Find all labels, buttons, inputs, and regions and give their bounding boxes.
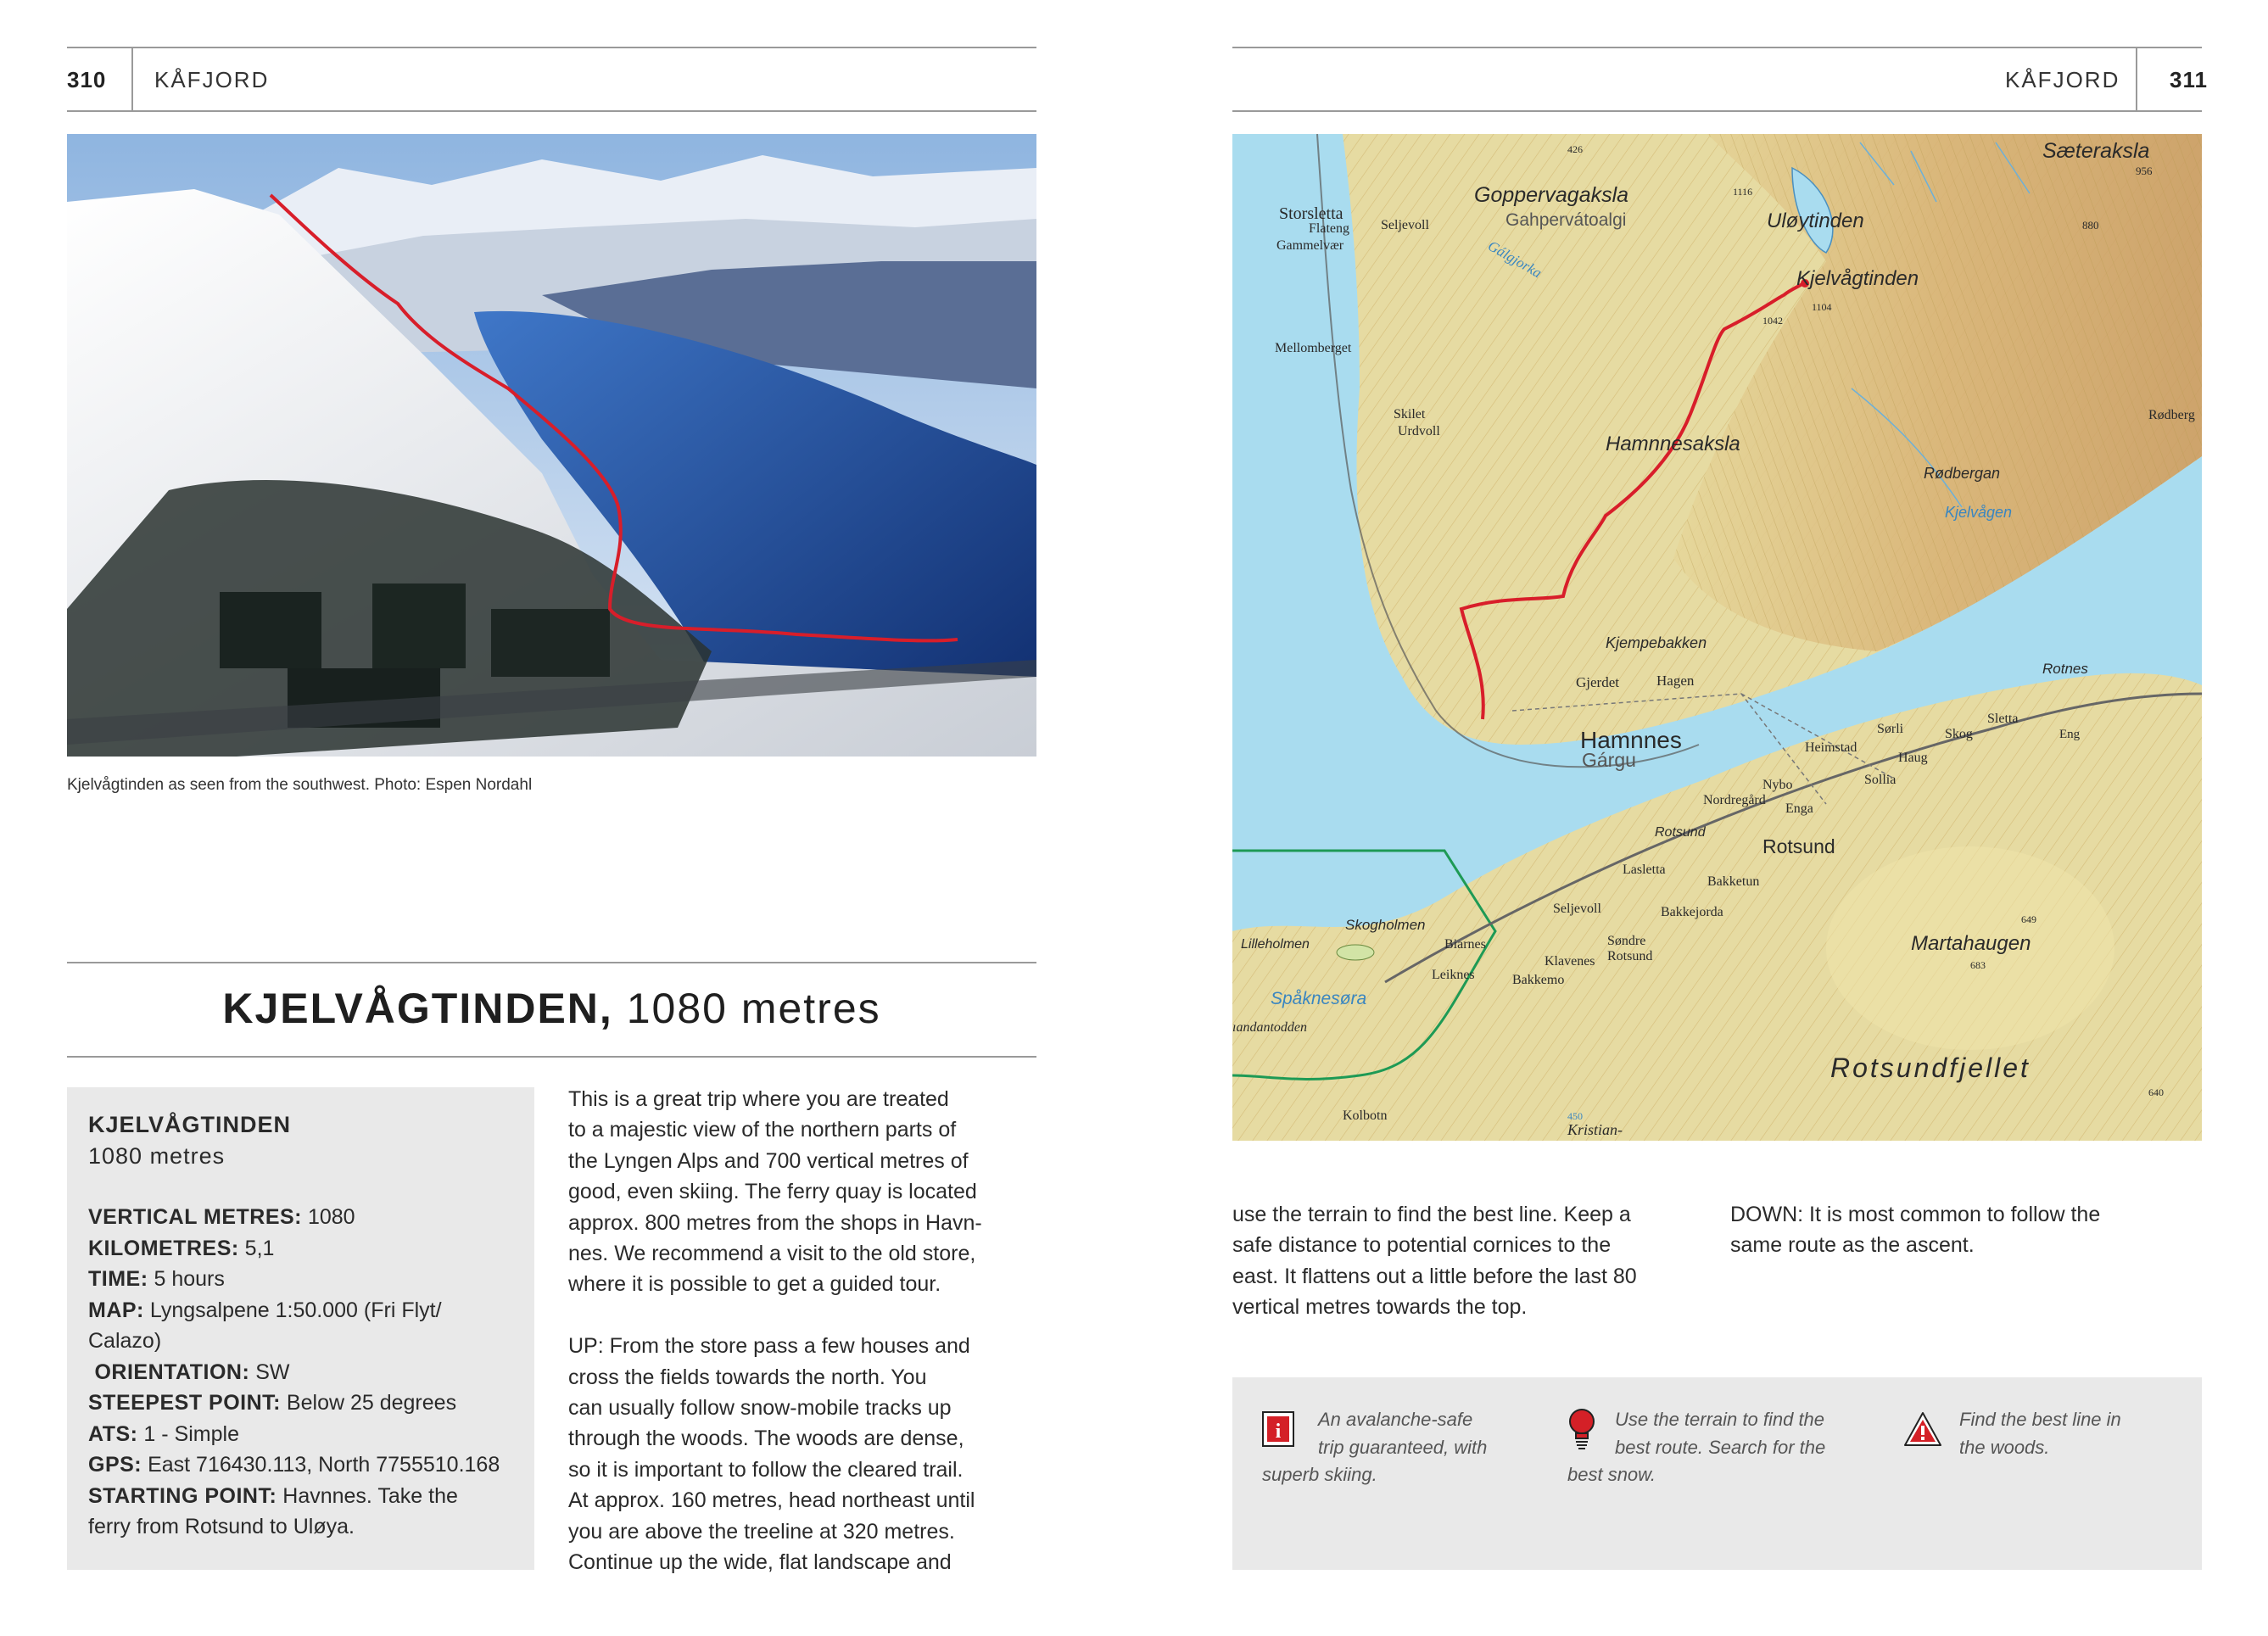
map-label-gammelvaer: Gammelvær: [1276, 238, 1344, 253]
map-label-lilleholmen: Lilleholmen: [1241, 937, 1310, 952]
map-label-urdvoll: Urdvoll: [1398, 424, 1440, 438]
map-label-hamnnesaksla: Hamnnesaksla: [1606, 433, 1740, 455]
map-label-kjelvagtinden: Kjelvågtinden: [1796, 267, 1919, 290]
info-steepest: [88, 1388, 529, 1419]
info-vertical: [88, 1202, 529, 1233]
body-text-right-col2: [1730, 1199, 2202, 1261]
map-label-rotsundfjellet: Rotsundfjellet: [1830, 1053, 2031, 1083]
map-label-mellomberget: Mellomberget: [1275, 341, 1352, 355]
tip-line: An avalanche-safe: [1318, 1409, 1473, 1430]
info-vertical-value: 1080: [302, 1205, 355, 1229]
map-label-sollia: Sollia: [1864, 773, 1897, 787]
map-label-uloytinden: Uløytinden: [1767, 209, 1864, 232]
tip-terrain-route: [1567, 1406, 1890, 1489]
info-starting-point: [88, 1481, 529, 1512]
tip-line: best route. Search for the: [1615, 1436, 1826, 1458]
map-label-kristian: Kristian-: [1567, 1121, 1623, 1138]
route-map-graphic: [1232, 134, 2202, 1141]
info-start-value: Havnnes. Take the: [277, 1483, 458, 1508]
map-label-biarnes: Biarnes: [1444, 937, 1486, 952]
info-map-cont: Calazo): [88, 1329, 162, 1353]
header-divider-left: [131, 47, 133, 112]
map-label-enga: Enga: [1785, 801, 1813, 816]
body-text-left: [568, 1084, 1043, 1577]
map-label-skogholmen: Skogholmen: [1345, 917, 1426, 933]
info-steepest-value: Below 25 degrees: [280, 1391, 457, 1415]
body-line: nes. We recommend a visit to the old store,: [568, 1242, 976, 1266]
map-elev-683: 683: [1970, 959, 1986, 971]
body-line: UP: From the store pass a few houses and: [568, 1334, 970, 1359]
body-line: where it is possible to get a guided tour.: [568, 1272, 941, 1297]
map-label-rodbergan: Rødbergan: [1924, 465, 2001, 482]
info-time-label: TIME:: [88, 1267, 148, 1291]
map-label-martahaugen: Martahaugen: [1911, 932, 2031, 955]
map-elev-880: 880: [2082, 219, 2099, 232]
map-label-rotnes: Rotnes: [2042, 661, 2088, 677]
title-rule-bottom: [67, 1056, 1036, 1058]
map-label-klavenes: Klavenes: [1545, 954, 1595, 969]
map-elev-649: 649: [2021, 913, 2036, 925]
info-time: [88, 1264, 529, 1295]
tip-line: Find the best line in: [1959, 1409, 2121, 1430]
body-line: At approx. 160 metres, head northeast until: [568, 1488, 975, 1513]
info-kilometres: [88, 1233, 529, 1265]
map-label-rodberg: Rødberg: [2148, 408, 2195, 422]
tip-line: the woods.: [1959, 1436, 2050, 1458]
map-label-leiknes: Leiknes: [1432, 968, 1475, 982]
info-orientation-value: SW: [249, 1360, 290, 1384]
map-elev-426: 426: [1567, 143, 1583, 155]
title-peak-name: KJELVÅGTINDEN,: [222, 985, 613, 1032]
map-label-eng: Eng: [2059, 728, 2081, 741]
map-label-lasletta: Lasletta: [1623, 863, 1666, 877]
map-elev-450: 450: [1567, 1110, 1583, 1122]
header-rule-top-left: [67, 47, 1036, 48]
map-label-skog: Skog: [1945, 727, 1973, 741]
map-label-kjempebakken: Kjempebakken: [1606, 634, 1707, 651]
info-km-label: KILOMETRES:: [88, 1236, 239, 1260]
body-line: cross the fields towards the north. You: [568, 1365, 927, 1389]
info-ats: [88, 1419, 529, 1450]
map-label-spaknesora: Spåknesøra: [1271, 989, 1367, 1008]
header-divider-right: [2136, 47, 2137, 112]
map-elev-956: 956: [2136, 165, 2153, 177]
header-rule-bottom-left: [67, 110, 1036, 112]
map-label-seljevoll-south: Seljevoll: [1553, 902, 1601, 916]
map-label-rotsund: Rotsund: [1762, 835, 1835, 857]
map-label-haug: Haug: [1898, 751, 1928, 765]
info-ats-value: 1 - Simple: [137, 1421, 239, 1446]
body-line: [568, 1300, 1043, 1331]
tip-line: Use the terrain to find the: [1615, 1409, 1825, 1430]
running-head-left: KÅFJORD: [154, 67, 270, 92]
info-gps: [88, 1449, 529, 1481]
map-label-flateng: Flateng: [1309, 221, 1349, 236]
info-gps-value: East 716430.113, North 7755510.168: [142, 1453, 500, 1477]
map-label-storsletta: Storsletta: [1279, 204, 1343, 223]
body-line: good, even skiing. The ferry quay is located: [568, 1180, 977, 1204]
body-line: Continue up the wide, flat landscape and: [568, 1550, 952, 1575]
info-box-content: [88, 1109, 529, 1543]
body-line: can usually follow snow-mobile tracks up: [568, 1396, 952, 1421]
map-elev-640: 640: [2148, 1086, 2164, 1098]
map-label-sondre: Søndre: [1607, 934, 1646, 948]
body-line: vertical metres towards the top.: [1232, 1295, 1528, 1320]
map-label-sletta: Sletta: [1987, 712, 2019, 726]
info-map-value: Lyngsalpene 1:50.000 (Fri Flyt/: [143, 1298, 442, 1322]
map-label-bakketun: Bakketun: [1707, 874, 1760, 889]
svg-text:i: i: [1275, 1421, 1282, 1443]
map-label-skilet: Skilet: [1394, 407, 1426, 422]
body-line: same route as the ascent.: [1730, 1233, 1975, 1258]
body-line: to a majestic view of the northern parts of: [568, 1118, 957, 1142]
warning-icon: [1903, 1411, 1942, 1451]
body-text-right-col1: [1232, 1199, 1716, 1323]
map-label-gahpervatoalgi: Gahpervátoalgi: [1505, 210, 1627, 230]
info-map: [88, 1295, 529, 1326]
map-label-seljevoll-north: Seljevoll: [1381, 218, 1429, 232]
page-number-right: 311: [2170, 67, 2208, 92]
map-label-bakkejorda: Bakkejorda: [1661, 905, 1723, 919]
header-rule-bottom-right: [1232, 110, 2202, 112]
page-title: [67, 984, 1036, 1033]
map-label-galgjorka: Gálgjorka: [1485, 237, 1545, 282]
info-start-label: STARTING POINT:: [88, 1483, 277, 1508]
map-label-rotsund-small: Rotsund: [1655, 825, 1706, 840]
info-ats-label: ATS:: [88, 1421, 138, 1446]
map-label-gjerdet: Gjerdet: [1576, 674, 1619, 690]
map-label-gargu: Gárgu: [1582, 749, 1636, 771]
info-orientation: [88, 1357, 529, 1388]
body-line: DOWN: It is most common to follow the: [1730, 1203, 2101, 1226]
body-line: This is a great trip where you are treated: [568, 1087, 949, 1111]
info-starting-point-cont: ferry from Rotsund to Uløya.: [88, 1515, 355, 1538]
body-line: so it is important to follow the cleared trail.: [568, 1457, 964, 1482]
map-label-sorli: Sørli: [1877, 722, 1904, 736]
map-label-nybo: Nybo: [1762, 778, 1793, 792]
info-orientation-label: ORIENTATION:: [88, 1360, 250, 1384]
page-number-left: 310: [67, 67, 107, 92]
map-label-heimstad: Heimstad: [1805, 740, 1857, 755]
map-label-bakkemo: Bakkemo: [1512, 973, 1565, 987]
mountain-photo-image: [67, 134, 1036, 757]
tip-line: superb skiing.: [1262, 1464, 1377, 1485]
title-rule-top: [67, 962, 1036, 963]
info-peak-name: KJELVÅGTINDEN: [88, 1112, 292, 1137]
map-elev-1104: 1104: [1812, 301, 1832, 313]
body-line: use the terrain to find the best line. Keep a: [1232, 1203, 1631, 1226]
body-line: you are above the treeline at 320 metres.: [568, 1519, 955, 1544]
header-rule-top-right: [1232, 47, 2202, 48]
info-vertical-label: VERTICAL METRES:: [88, 1205, 302, 1229]
running-head-right: KÅFJORD: [2005, 67, 2120, 92]
body-line: the Lyngen Alps and 700 vertical metres of: [568, 1148, 969, 1173]
photo-caption: Kjelvågtinden as seen from the southwest. Photo: Espen Nordahl: [67, 776, 533, 794]
info-peak-height: 1080 metres: [88, 1142, 226, 1169]
info-km-value: 5,1: [238, 1236, 275, 1260]
tip-line: best snow.: [1567, 1464, 1656, 1485]
info-steepest-label: STEEPEST POINT:: [88, 1391, 281, 1415]
map-label-kjelvagen: Kjelvågen: [1945, 504, 2013, 521]
body-line: east. It flattens out a little before the last 80: [1232, 1264, 1637, 1288]
route-map: [1232, 134, 2202, 1141]
body-line: safe distance to potential cornices to the: [1232, 1233, 1612, 1258]
map-label-nordregard: Nordregård: [1703, 793, 1766, 807]
tip-avalanche-safe: [1262, 1406, 1533, 1489]
map-label-goppervagaksla: Goppervagaksla: [1474, 183, 1629, 207]
body-line: approx. 800 metres from the shops in Havn-: [568, 1210, 982, 1235]
info-time-value: 5 hours: [148, 1267, 225, 1291]
mountain-photo: [67, 134, 1036, 757]
map-label-hamnnes: Hamnnes: [1580, 727, 1682, 753]
info-map-label: MAP:: [88, 1298, 144, 1322]
body-line: through the woods. The woods are dense,: [568, 1427, 964, 1451]
info-gps-label: GPS:: [88, 1453, 142, 1477]
map-elev-1116: 1116: [1733, 186, 1753, 198]
tip-best-line-woods: [1959, 1406, 2197, 1461]
map-label-kolbotn: Kolbotn: [1343, 1108, 1388, 1123]
title-height: 1080 metres: [612, 985, 881, 1032]
tip-line: trip guaranteed, with: [1318, 1436, 1488, 1458]
map-label-sondre-rotsund: Rotsund: [1607, 949, 1653, 963]
map-elev-1042: 1042: [1762, 315, 1783, 327]
map-label-saeteraksla: Sæteraksla: [2042, 139, 2150, 163]
map-label-hagen: Hagen: [1656, 673, 1695, 689]
map-label-andantodden: ıandantodden: [1232, 1020, 1307, 1035]
